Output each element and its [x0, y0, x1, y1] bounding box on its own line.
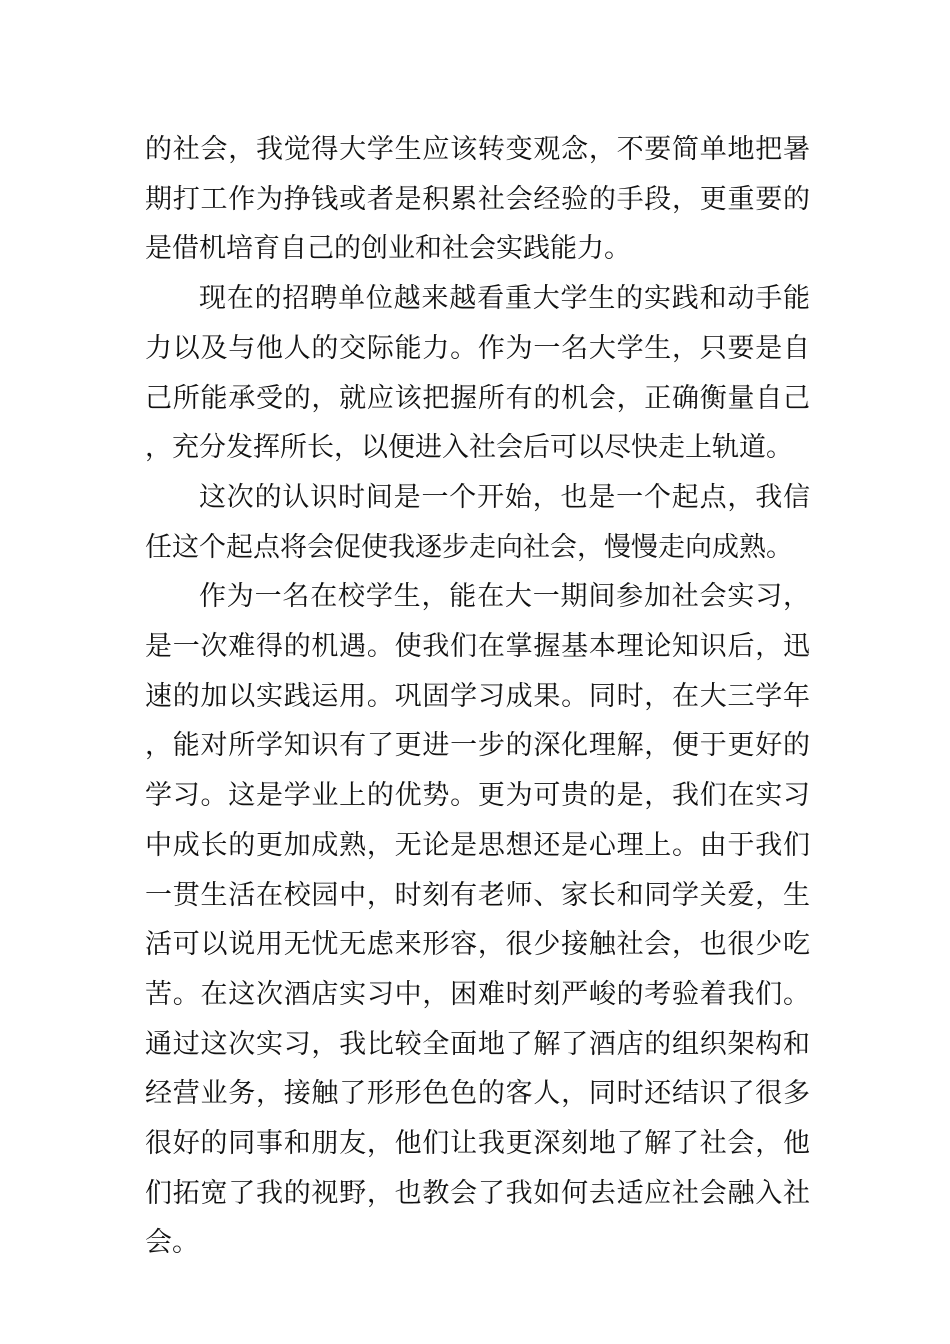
paragraph-starting-point: 这次的认识时间是一个开始，也是一个起点，我信任这个起点将会促使我逐步走向社会，慢慢走向成熟。 — [145, 481, 810, 563]
paragraph-continuation: 的社会，我觉得大学生应该转变观念，不要简单地把暑期打工作为挣钱或者是积累社会经验的手段，更重要的是借机培育自己的创业和社会实践能力。 — [145, 134, 810, 265]
document-page — [145, 125, 810, 1268]
paragraph-internship-reflection: 作为一名在校学生，能在大一期间参加社会实习，是一次难得的机遇。使我们在掌握基本理论知识后，迅速的加以实践运用。巩固学习成果。同时，在大三学年，能对所学知识有了更进一步的深化理解，便于更好的学习。这是学业上的优势。更为可贵的是，我们在实习中成长的更加成熟，无论是思想还是心理上。由于我们一贯生活在校园中，时刻有老师、家长和同学关爱，生活可以说用无忧无虑来形容，很少接触社会，也很少吃苦。在这次酒店实习中，困难时刻严峻的考验着我们。通过这次实习，我比较全面地了解了酒店的组织架构和经营业务，接触了形形色色的客人，同时还结识了很多很好的同事和朋友，他们让我更深刻地了解了社会，他们拓宽了我的视野，也教会了我如何去适应社会融入社会。 — [145, 581, 810, 1259]
paragraph-recruitment: 现在的招聘单位越来越看重大学生的实践和动手能力以及与他人的交际能力。作为一名大学生，只要是自己所能承受的，就应该把握所有的机会，正确衡量自己，充分发挥所长，以便进入社会后可以尽快走上轨道。 — [145, 283, 810, 464]
